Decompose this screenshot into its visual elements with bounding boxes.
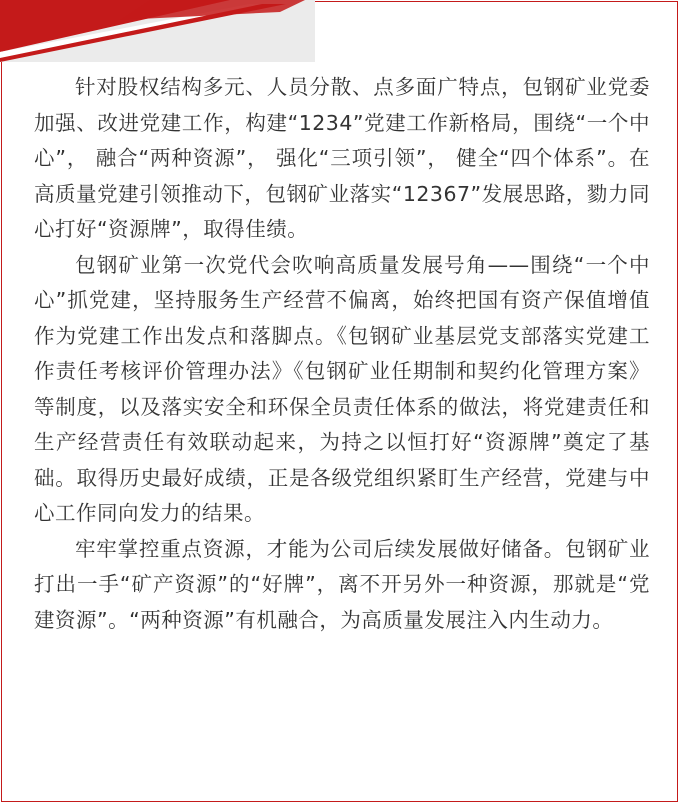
paragraph-2: 包钢矿业第一次党代会吹响高质量发展号角——围绕“一个中心”抓党建，坚持服务生产经营不偏离，始终把国有资产保值增值作为党建工作出发点和落脚点。《包钢矿业基层党支部落实党建工作责任考核评价管理办法》《包钢矿业任期制和契约化管理方案》等制度，以及落实安全和环保全员责任体系的做法，将党建责任和生产经营责任有效联动起来，为持之以恒打好“资源牌”奠定了基础。取得历史最好成绩，正是各级党组织紧盯生产经营，党建与中心工作同向发力的结果。 <box>34 252 650 525</box>
paragraph-3: 牢牢掌控重点资源，才能为公司后续发展做好储备。包钢矿业打出一手“矿产资源”的“好牌”，离不开另外一种资源，那就是“党建资源”。“两种资源”有机融合，为高质量发展注入内生动力。 <box>34 536 650 632</box>
article-body <box>34 70 650 638</box>
paragraph-1: 针对股权结构多元、人员分散、点多面广特点，包钢矿业党委加强、改进党建工作，构建“1234”党建工作新格局，围绕“一个中心”， 融合“两种资源”， 强化“三项引领”， 健全“四个体系”。在高质量党建引领推动下，包钢矿业落实“12367”发展思路，勠力同心打好“资源牌”，取得佳绩。 <box>34 75 650 241</box>
decorative-corner-banner <box>0 0 315 62</box>
